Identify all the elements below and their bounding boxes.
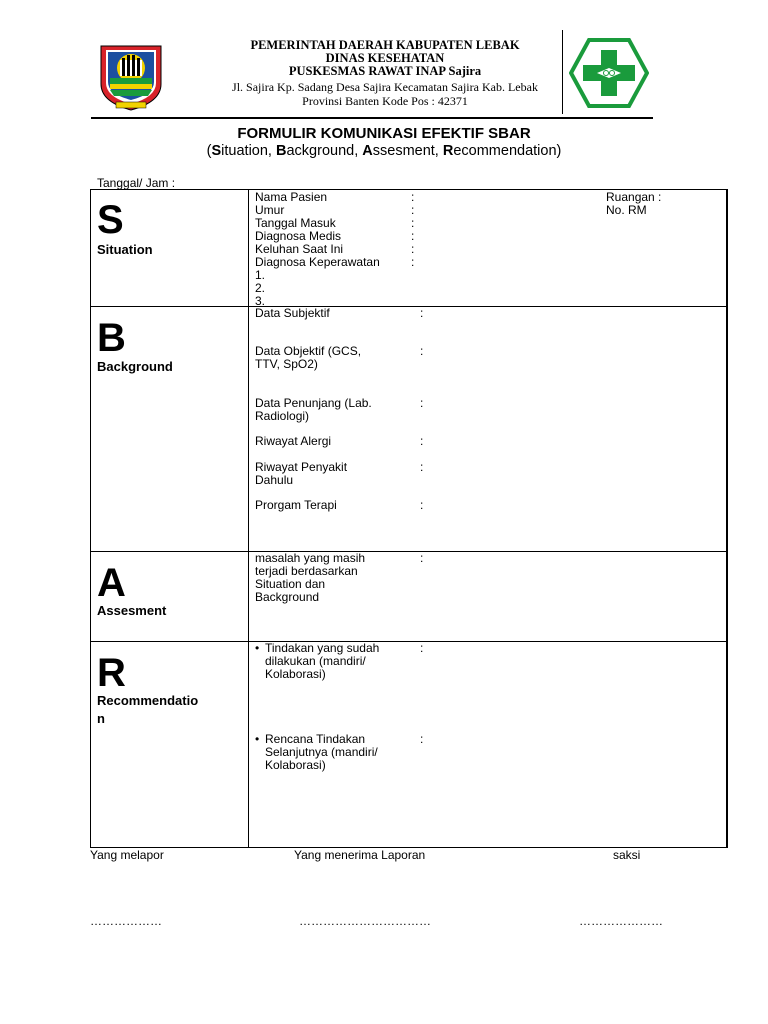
field-ruangan: Ruangan : (606, 190, 662, 204)
colon: : (420, 396, 424, 410)
field-riwayat-alergi: Riwayat Alergi (255, 434, 332, 448)
agency-name: PEMERINTAH DAERAH KABUPATEN LEBAK (250, 38, 520, 52)
background-letter: B (97, 316, 126, 360)
field-no-rm: No. RM (606, 203, 647, 217)
row-divider (91, 306, 726, 307)
form-subtitle: (Situation, Background, Assesment, Recommendation) (206, 143, 562, 159)
bullet-icon: • (255, 732, 260, 746)
number-1: 1. (255, 268, 266, 282)
colon: : (420, 344, 424, 358)
situation-fields (255, 191, 380, 308)
reporter-label: Yang melapor (90, 848, 164, 862)
recommendation-next-actions: Rencana Tindakan Selanjutnya (mandiri/ Kolaborasi) (265, 732, 378, 772)
form-title: FORMULIR KOMUNIKASI EFEKTIF SBAR (237, 125, 531, 142)
number-3: 3. (255, 294, 266, 308)
colon: : (420, 641, 424, 655)
field-data-subjektif: Data Subjektif (255, 306, 330, 320)
number-2: 2. (255, 281, 266, 295)
assesment-letter: A (97, 561, 126, 605)
province-postcode: Provinsi Banten Kode Pos : 42371 (302, 94, 468, 108)
field-nama-pasien: Nama Pasien (255, 190, 328, 204)
background-label: Background (97, 359, 173, 374)
department-name: DINAS KESEHATAN (325, 51, 445, 65)
situation-label: Situation (97, 242, 153, 257)
sbar-table (90, 189, 728, 848)
recommendation-done-actions: Tindakan yang sudah dilakukan (mandiri/ Kolaborasi) (265, 641, 380, 681)
recommendation-label: Recommendatio n (97, 693, 199, 726)
colon: : (420, 498, 424, 512)
address-line: Jl. Sajira Kp. Sadang Desa Sajira Kecamatan Sajira Kab. Lebak (232, 80, 538, 94)
field-data-objektif: Data Objektif (GCS, TTV, SpO2) (255, 344, 362, 371)
colon: : (420, 434, 424, 448)
header-rule (91, 117, 653, 119)
field-program-terapi: Prorgam Terapi (255, 498, 337, 512)
field-data-penunjang: Data Penunjang (Lab. Radiologi) (255, 396, 372, 423)
receiver-signature-line: …………………………… (299, 914, 431, 928)
clinic-name: PUSKESMAS RAWAT INAP Sajira (288, 64, 482, 78)
witness-signature-line: ………………… (579, 914, 663, 928)
recommendation-letter: R (97, 651, 126, 695)
puskesmas-green-cross-icon (569, 38, 649, 108)
situation-colons: : : : : : : (411, 190, 415, 269)
field-diagnosa-medis: Diagnosa Medis (255, 229, 342, 243)
field-umur: Umur (255, 203, 285, 217)
lebak-regency-crest-icon (96, 40, 166, 112)
witness-label: saksi (613, 848, 641, 862)
date-time-label: Tanggal/ Jam : (97, 176, 176, 190)
field-tanggal-masuk: Tanggal Masuk (255, 216, 336, 230)
assesment-label: Assesment (97, 603, 167, 618)
header-divider (562, 30, 563, 114)
column-divider (248, 190, 249, 847)
situation-right-fields (606, 191, 661, 217)
field-keluhan: Keluhan Saat Ini (255, 242, 344, 256)
colon: : (420, 306, 424, 320)
bullet-icon: • (255, 641, 260, 655)
row-divider (91, 551, 726, 552)
receiver-label: Yang menerima Laporan (294, 848, 426, 862)
colon: : (420, 551, 424, 565)
situation-letter: S (97, 198, 124, 242)
field-diagnosa-keperawatan: Diagnosa Keperawatan (255, 255, 380, 269)
field-riwayat-penyakit: Riwayat Penyakit Dahulu (255, 460, 348, 487)
colon: : (420, 732, 424, 746)
assesment-description: masalah yang masih terjadi berdasarkan Situation dan Background (255, 551, 366, 604)
colon: : (420, 460, 424, 474)
row-divider (91, 641, 726, 642)
reporter-signature-line: ……………… (90, 914, 162, 928)
